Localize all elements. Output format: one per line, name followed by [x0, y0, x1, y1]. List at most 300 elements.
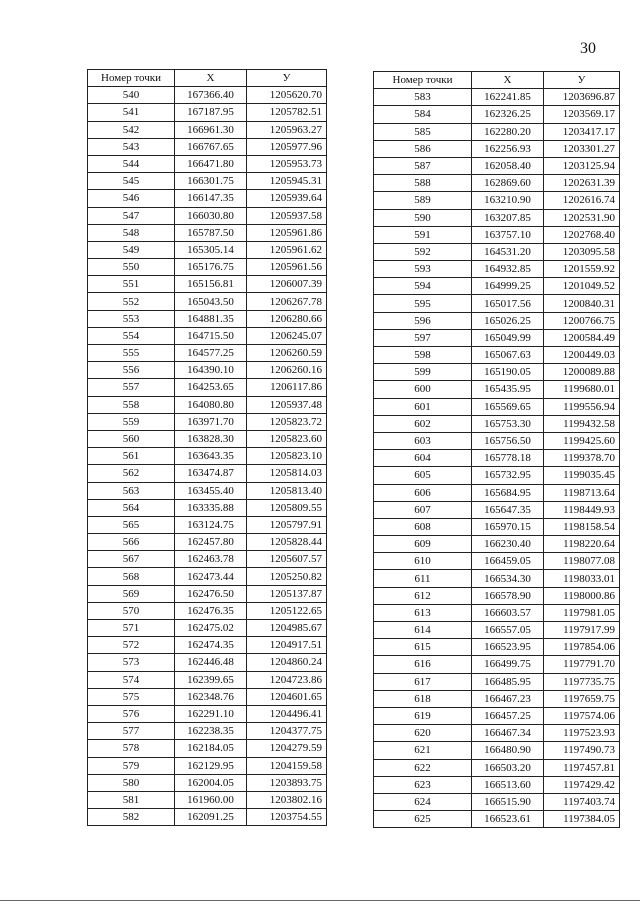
table-row [374, 639, 620, 656]
cell-y: 1202631.39 [544, 175, 620, 192]
table-row [88, 740, 327, 757]
cell-y: 1200840.31 [544, 295, 620, 312]
cell-x: 164390.10 [175, 362, 247, 379]
cell-y: 1205961.86 [247, 224, 327, 241]
table-row [374, 226, 620, 243]
cell-x: 163124.75 [175, 516, 247, 533]
table-row [88, 757, 327, 774]
cell-point-number: 542 [88, 121, 175, 138]
table-row [374, 501, 620, 518]
table-row [88, 637, 327, 654]
cell-x: 162238.35 [175, 723, 247, 740]
cell-x: 162869.60 [472, 175, 544, 192]
cell-x: 162058.40 [472, 157, 544, 174]
cell-point-number: 583 [374, 89, 472, 106]
table-row [374, 604, 620, 621]
cell-point-number: 606 [374, 484, 472, 501]
cell-y: 1204601.65 [247, 688, 327, 705]
cell-y: 1200584.49 [544, 329, 620, 346]
table-header-row [88, 70, 327, 87]
cell-point-number: 623 [374, 776, 472, 793]
cell-x: 165753.30 [472, 415, 544, 432]
cell-x: 162473.44 [175, 568, 247, 585]
cell-point-number: 557 [88, 379, 175, 396]
cell-y: 1199680.01 [544, 381, 620, 398]
cell-point-number: 615 [374, 639, 472, 656]
cell-point-number: 560 [88, 430, 175, 447]
cell-point-number: 613 [374, 604, 472, 621]
cell-x: 163207.85 [472, 209, 544, 226]
table-row [88, 551, 327, 568]
cell-x: 166513.60 [472, 776, 544, 793]
cell-y: 1206260.16 [247, 362, 327, 379]
table-row [88, 791, 327, 808]
table-row [88, 379, 327, 396]
cell-point-number: 602 [374, 415, 472, 432]
cell-y: 1205607.57 [247, 551, 327, 568]
cell-point-number: 597 [374, 329, 472, 346]
cell-x: 163971.70 [175, 413, 247, 430]
cell-point-number: 562 [88, 465, 175, 482]
cell-y: 1205823.72 [247, 413, 327, 430]
cell-y: 1204860.24 [247, 654, 327, 671]
cell-x: 165026.25 [472, 312, 544, 329]
cell-point-number: 618 [374, 690, 472, 707]
cell-point-number: 617 [374, 673, 472, 690]
cell-y: 1205250.82 [247, 568, 327, 585]
cell-x: 166467.34 [472, 725, 544, 742]
cell-y: 1203893.75 [247, 774, 327, 791]
cell-y: 1206245.07 [247, 327, 327, 344]
table-row [374, 811, 620, 828]
cell-point-number: 565 [88, 516, 175, 533]
cell-point-number: 588 [374, 175, 472, 192]
cell-x: 165787.50 [175, 224, 247, 241]
cell-y: 1202768.40 [544, 226, 620, 243]
table-row [88, 585, 327, 602]
table-row [374, 776, 620, 793]
header-x: X [472, 72, 544, 89]
cell-point-number: 540 [88, 87, 175, 104]
cell-y: 1197917.99 [544, 622, 620, 639]
table-row [374, 450, 620, 467]
cell-point-number: 616 [374, 656, 472, 673]
cell-y: 1198077.08 [544, 553, 620, 570]
cell-point-number: 592 [374, 243, 472, 260]
cell-x: 166578.90 [472, 587, 544, 604]
table-row [88, 671, 327, 688]
cell-point-number: 556 [88, 362, 175, 379]
cell-point-number: 564 [88, 499, 175, 516]
cell-point-number: 600 [374, 381, 472, 398]
cell-x: 162476.50 [175, 585, 247, 602]
cell-point-number: 607 [374, 501, 472, 518]
table-row [88, 259, 327, 276]
cell-point-number: 543 [88, 138, 175, 155]
cell-point-number: 550 [88, 259, 175, 276]
cell-point-number: 553 [88, 310, 175, 327]
cell-x: 164881.35 [175, 310, 247, 327]
cell-point-number: 580 [88, 774, 175, 791]
table-row [88, 362, 327, 379]
table-row [374, 123, 620, 140]
table-row [374, 157, 620, 174]
cell-x: 162348.76 [175, 688, 247, 705]
cell-point-number: 586 [374, 140, 472, 157]
table-row [374, 656, 620, 673]
table-row [88, 534, 327, 551]
cell-x: 165732.95 [472, 467, 544, 484]
cell-y: 1197457.81 [544, 759, 620, 776]
cell-point-number: 551 [88, 276, 175, 293]
cell-point-number: 619 [374, 707, 472, 724]
cell-point-number: 605 [374, 467, 472, 484]
cell-y: 1197854.06 [544, 639, 620, 656]
table-row [88, 396, 327, 413]
cell-point-number: 612 [374, 587, 472, 604]
table-row [88, 654, 327, 671]
table-row [374, 261, 620, 278]
cell-point-number: 545 [88, 173, 175, 190]
cell-x: 165684.95 [472, 484, 544, 501]
table-row [374, 622, 620, 639]
cell-point-number: 599 [374, 364, 472, 381]
cell-point-number: 576 [88, 705, 175, 722]
cell-x: 164932.85 [472, 261, 544, 278]
cell-point-number: 569 [88, 585, 175, 602]
table-row [374, 140, 620, 157]
cell-y: 1203417.17 [544, 123, 620, 140]
cell-point-number: 581 [88, 791, 175, 808]
cell-point-number: 552 [88, 293, 175, 310]
cell-y: 1201559.92 [544, 261, 620, 278]
table-row [88, 705, 327, 722]
cell-x: 164577.25 [175, 345, 247, 362]
table-row [88, 568, 327, 585]
table-row [374, 312, 620, 329]
cell-point-number: 589 [374, 192, 472, 209]
table-row [88, 620, 327, 637]
cell-y: 1203802.16 [247, 791, 327, 808]
cell-y: 1200449.03 [544, 347, 620, 364]
table-row [88, 430, 327, 447]
cell-point-number: 620 [374, 725, 472, 742]
cell-x: 165569.65 [472, 398, 544, 415]
cell-y: 1206280.66 [247, 310, 327, 327]
table-row [374, 209, 620, 226]
cell-point-number: 614 [374, 622, 472, 639]
table-row [88, 516, 327, 533]
cell-point-number: 608 [374, 518, 472, 535]
cell-y: 1206260.59 [247, 345, 327, 362]
cell-y: 1197735.75 [544, 673, 620, 690]
cell-x: 166523.95 [472, 639, 544, 656]
cell-point-number: 591 [374, 226, 472, 243]
table-row [88, 448, 327, 465]
cell-point-number: 598 [374, 347, 472, 364]
cell-x: 165970.15 [472, 518, 544, 535]
cell-point-number: 561 [88, 448, 175, 465]
cell-x: 165647.35 [472, 501, 544, 518]
cell-point-number: 554 [88, 327, 175, 344]
cell-y: 1202531.90 [544, 209, 620, 226]
cell-point-number: 610 [374, 553, 472, 570]
cell-point-number: 558 [88, 396, 175, 413]
page-number: 30 [580, 40, 596, 57]
cell-point-number: 622 [374, 759, 472, 776]
cell-x: 165049.99 [472, 329, 544, 346]
table-row [88, 190, 327, 207]
cell-x: 162476.35 [175, 602, 247, 619]
cell-y: 1197659.75 [544, 690, 620, 707]
cell-point-number: 572 [88, 637, 175, 654]
table-row [374, 278, 620, 295]
cell-point-number: 585 [374, 123, 472, 140]
table-row [374, 432, 620, 449]
cell-y: 1205963.27 [247, 121, 327, 138]
cell-y: 1203754.55 [247, 809, 327, 826]
cell-x: 166534.30 [472, 570, 544, 587]
cell-x: 162280.20 [472, 123, 544, 140]
cell-x: 166499.75 [472, 656, 544, 673]
cell-x: 162291.10 [175, 705, 247, 722]
cell-x: 166485.95 [472, 673, 544, 690]
cell-point-number: 621 [374, 742, 472, 759]
cell-point-number: 577 [88, 723, 175, 740]
cell-point-number: 582 [88, 809, 175, 826]
cell-point-number: 578 [88, 740, 175, 757]
cell-point-number: 609 [374, 536, 472, 553]
table-row [88, 413, 327, 430]
cell-x: 165778.18 [472, 450, 544, 467]
cell-point-number: 555 [88, 345, 175, 362]
cell-point-number: 584 [374, 106, 472, 123]
cell-x: 162446.48 [175, 654, 247, 671]
cell-y: 1197791.70 [544, 656, 620, 673]
table-row [88, 688, 327, 705]
cell-point-number: 568 [88, 568, 175, 585]
table-row [88, 774, 327, 791]
cell-point-number: 624 [374, 793, 472, 810]
cell-y: 1198449.93 [544, 501, 620, 518]
cell-y: 1204917.51 [247, 637, 327, 654]
cell-x: 166301.75 [175, 173, 247, 190]
cell-point-number: 563 [88, 482, 175, 499]
cell-x: 166603.57 [472, 604, 544, 621]
cell-x: 166515.90 [472, 793, 544, 810]
cell-x: 167187.95 [175, 104, 247, 121]
cell-y: 1205797.91 [247, 516, 327, 533]
table-row [88, 155, 327, 172]
table-row [374, 690, 620, 707]
table-row [374, 484, 620, 501]
table-row [88, 723, 327, 740]
cell-point-number: 604 [374, 450, 472, 467]
table-row [374, 381, 620, 398]
cell-y: 1199556.94 [544, 398, 620, 415]
header-y: У [544, 72, 620, 89]
cell-x: 163643.35 [175, 448, 247, 465]
cell-y: 1205814.03 [247, 465, 327, 482]
table-row [88, 465, 327, 482]
page-bottom-rule [0, 900, 640, 901]
header-y: У [247, 70, 327, 87]
table-row [88, 809, 327, 826]
cell-y: 1197490.73 [544, 742, 620, 759]
table-body-left [88, 87, 327, 826]
table-row [374, 536, 620, 553]
cell-point-number: 611 [374, 570, 472, 587]
cell-x: 166230.40 [472, 536, 544, 553]
cell-y: 1201049.52 [544, 278, 620, 295]
cell-y: 1206007.39 [247, 276, 327, 293]
cell-x: 165190.05 [472, 364, 544, 381]
cell-point-number: 559 [88, 413, 175, 430]
cell-y: 1206117.86 [247, 379, 327, 396]
table-row [374, 742, 620, 759]
cell-x: 163828.30 [175, 430, 247, 447]
cell-x: 164080.80 [175, 396, 247, 413]
cell-y: 1205122.65 [247, 602, 327, 619]
table-row [374, 364, 620, 381]
cell-y: 1205977.96 [247, 138, 327, 155]
cell-x: 166030.80 [175, 207, 247, 224]
cell-y: 1205961.56 [247, 259, 327, 276]
cell-x: 165017.56 [472, 295, 544, 312]
cell-x: 167366.40 [175, 87, 247, 104]
cell-y: 1204279.59 [247, 740, 327, 757]
cell-y: 1205782.51 [247, 104, 327, 121]
cell-y: 1198713.64 [544, 484, 620, 501]
cell-y: 1205939.64 [247, 190, 327, 207]
table-row [88, 224, 327, 241]
table-row [374, 175, 620, 192]
cell-y: 1199425.60 [544, 432, 620, 449]
cell-x: 163474.87 [175, 465, 247, 482]
header-point-number: Номер точки [88, 70, 175, 87]
table-row [374, 89, 620, 106]
header-point-number: Номер точки [374, 72, 472, 89]
cell-point-number: 575 [88, 688, 175, 705]
cell-y: 1197403.74 [544, 793, 620, 810]
cell-x: 161960.00 [175, 791, 247, 808]
table-row [374, 415, 620, 432]
cell-y: 1199432.58 [544, 415, 620, 432]
cell-point-number: 571 [88, 620, 175, 637]
cell-point-number: 566 [88, 534, 175, 551]
cell-x: 162399.65 [175, 671, 247, 688]
cell-point-number: 590 [374, 209, 472, 226]
table-row [88, 327, 327, 344]
table-row [374, 347, 620, 364]
table-row [88, 602, 327, 619]
cell-y: 1203095.58 [544, 243, 620, 260]
cell-x: 165067.63 [472, 347, 544, 364]
table-row [374, 518, 620, 535]
cell-x: 162474.35 [175, 637, 247, 654]
cell-point-number: 601 [374, 398, 472, 415]
cell-y: 1197384.05 [544, 811, 620, 828]
cell-y: 1204723.86 [247, 671, 327, 688]
cell-x: 164253.65 [175, 379, 247, 396]
cell-y: 1204985.67 [247, 620, 327, 637]
cell-x: 165305.14 [175, 241, 247, 258]
cell-x: 166467.23 [472, 690, 544, 707]
cell-x: 162256.93 [472, 140, 544, 157]
table-row [374, 587, 620, 604]
cell-x: 166961.30 [175, 121, 247, 138]
table-row [88, 293, 327, 310]
cell-y: 1202616.74 [544, 192, 620, 209]
cell-point-number: 594 [374, 278, 472, 295]
cell-point-number: 573 [88, 654, 175, 671]
table-row [374, 793, 620, 810]
cell-y: 1203125.94 [544, 157, 620, 174]
table-row [374, 553, 620, 570]
cell-y: 1205813.40 [247, 482, 327, 499]
coordinates-table-left [87, 69, 327, 826]
cell-x: 162463.78 [175, 551, 247, 568]
cell-x: 163210.90 [472, 192, 544, 209]
cell-x: 166523.61 [472, 811, 544, 828]
table-row [88, 207, 327, 224]
cell-x: 166503.20 [472, 759, 544, 776]
cell-y: 1204377.75 [247, 723, 327, 740]
table-row [88, 173, 327, 190]
cell-y: 1197574.06 [544, 707, 620, 724]
cell-y: 1197429.42 [544, 776, 620, 793]
cell-point-number: 549 [88, 241, 175, 258]
table-row [88, 121, 327, 138]
cell-y: 1205961.62 [247, 241, 327, 258]
cell-y: 1203301.27 [544, 140, 620, 157]
cell-y: 1200766.75 [544, 312, 620, 329]
cell-y: 1205620.70 [247, 87, 327, 104]
cell-point-number: 547 [88, 207, 175, 224]
cell-point-number: 603 [374, 432, 472, 449]
cell-point-number: 567 [88, 551, 175, 568]
cell-x: 165156.81 [175, 276, 247, 293]
table-row [374, 467, 620, 484]
cell-x: 166767.65 [175, 138, 247, 155]
table-header-row [374, 72, 620, 89]
table-row [374, 759, 620, 776]
cell-x: 166457.25 [472, 707, 544, 724]
cell-y: 1205828.44 [247, 534, 327, 551]
cell-x: 165176.75 [175, 259, 247, 276]
cell-y: 1205937.58 [247, 207, 327, 224]
cell-x: 163335.88 [175, 499, 247, 516]
cell-x: 166459.05 [472, 553, 544, 570]
table-row [374, 725, 620, 742]
cell-y: 1206267.78 [247, 293, 327, 310]
cell-y: 1198158.54 [544, 518, 620, 535]
cell-point-number: 593 [374, 261, 472, 278]
table-row [374, 398, 620, 415]
table-body-right [374, 89, 620, 828]
cell-point-number: 574 [88, 671, 175, 688]
cell-x: 166480.90 [472, 742, 544, 759]
cell-y: 1205937.48 [247, 396, 327, 413]
table-row [374, 707, 620, 724]
table-row [374, 192, 620, 209]
cell-y: 1199378.70 [544, 450, 620, 467]
coordinates-table-right [373, 71, 620, 828]
cell-x: 165043.50 [175, 293, 247, 310]
cell-x: 164531.20 [472, 243, 544, 260]
cell-point-number: 579 [88, 757, 175, 774]
table-row [374, 106, 620, 123]
